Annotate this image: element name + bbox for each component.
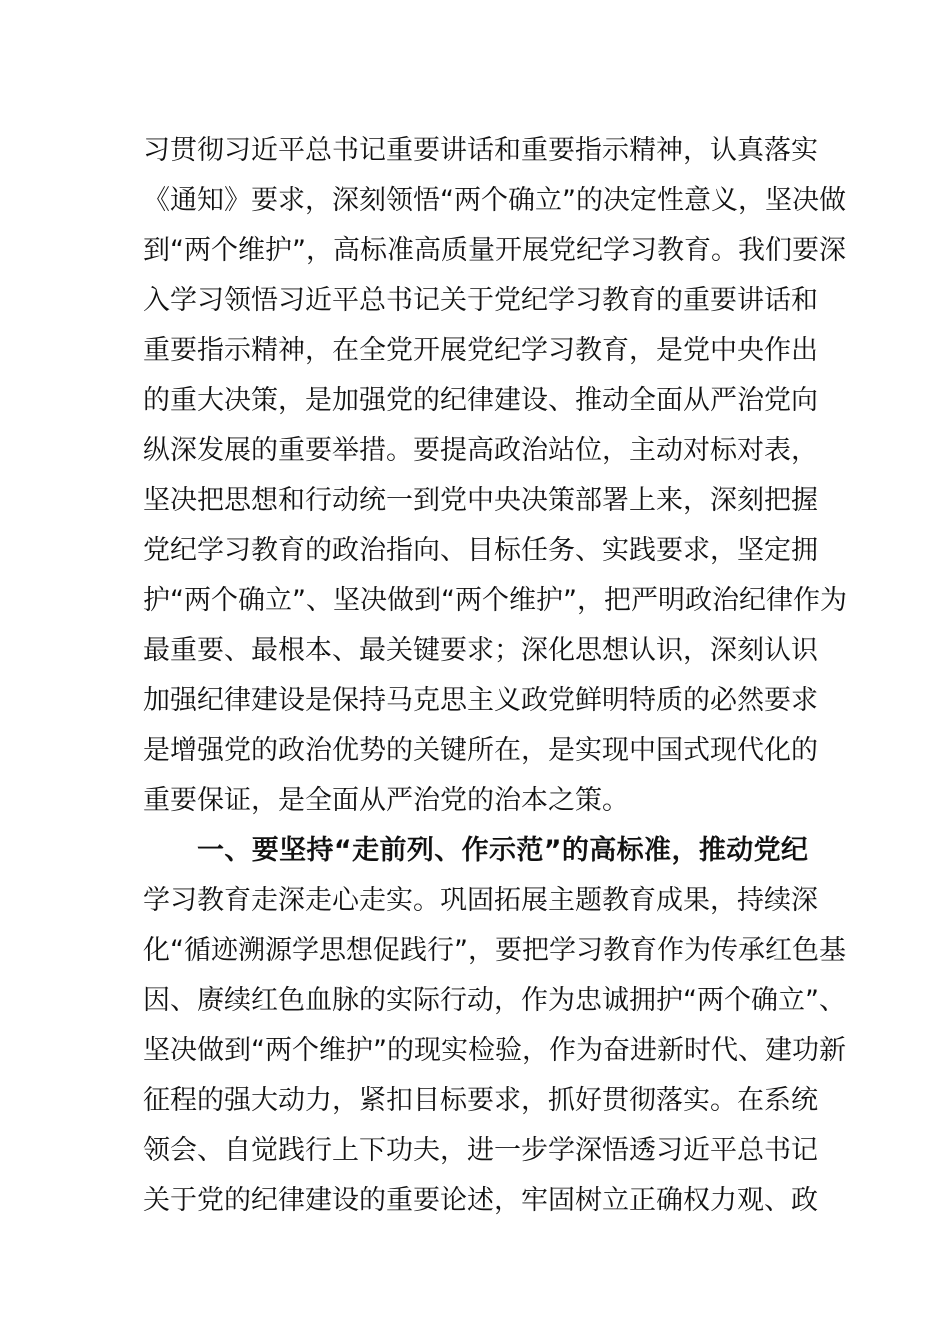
- text-line: 征程的强大动力，紧扣目标要求，抓好贯彻落实。在系统: [143, 1085, 818, 1116]
- text-line: 到“两个维护”，高标准高质量开展党纪学习教育。我们要深: [143, 235, 846, 266]
- paragraph-2: [143, 826, 846, 1226]
- text-line: 的重大决策，是加强党的纪律建设、推动全面从严治党向: [143, 385, 818, 416]
- paragraph-1: [143, 126, 847, 826]
- text-line: 领会、自觉践行上下功夫，进一步学深悟透习近平总书记: [143, 1135, 818, 1166]
- text-line: 纵深发展的重要举措。要提高政治站位，主动对标对表，: [143, 435, 818, 466]
- text-line: 是增强党的政治优势的关键所在，是实现中国式现代化的: [143, 735, 818, 766]
- text-line: 关于党的纪律建设的重要论述，牢固树立正确权力观、政: [143, 1185, 818, 1216]
- text-line: 坚决把思想和行动统一到党中央决策部署上来，深刻把握: [143, 485, 818, 516]
- text-line: 最重要、最根本、最关键要求；深化思想认识，深刻认识: [143, 635, 818, 666]
- text-line: 化“循迹溯源学思想促践行”，要把学习教育作为传承红色基: [143, 935, 846, 966]
- text-line: 重要保证，是全面从严治党的治本之策。: [143, 785, 629, 816]
- text-line: 护“两个确立”、坚决做到“两个维护”，把严明政治纪律作为: [143, 585, 847, 616]
- text-line: 重要指示精神，在全党开展党纪学习教育，是党中央作出: [143, 335, 818, 366]
- text-line: 因、赓续红色血脉的实际行动，作为忠诚拥护“两个确立”、: [143, 985, 846, 1016]
- text-line: 加强纪律建设是保持马克思主义政党鲜明特质的必然要求: [143, 685, 818, 716]
- text-line: 入学习领悟习近平总书记关于党纪学习教育的重要讲话和: [143, 285, 818, 316]
- text-line: 《通知》要求，深刻领悟“两个确立”的决定性意义，坚决做: [143, 185, 846, 216]
- body-text: [143, 126, 847, 1226]
- text-line: 学习教育走深走心走实。巩固拓展主题教育成果，持续深: [143, 885, 818, 916]
- text-line: 习贯彻习近平总书记重要讲话和重要指示精神，认真落实: [143, 135, 818, 166]
- section-heading: 一、要坚持“走前列、作示范”的高标准，推动党纪: [197, 835, 808, 866]
- text-line: 坚决做到“两个维护”的现实检验，作为奋进新时代、建功新: [143, 1035, 846, 1066]
- text-line: 党纪学习教育的政治指向、目标任务、实践要求，坚定拥: [143, 535, 818, 566]
